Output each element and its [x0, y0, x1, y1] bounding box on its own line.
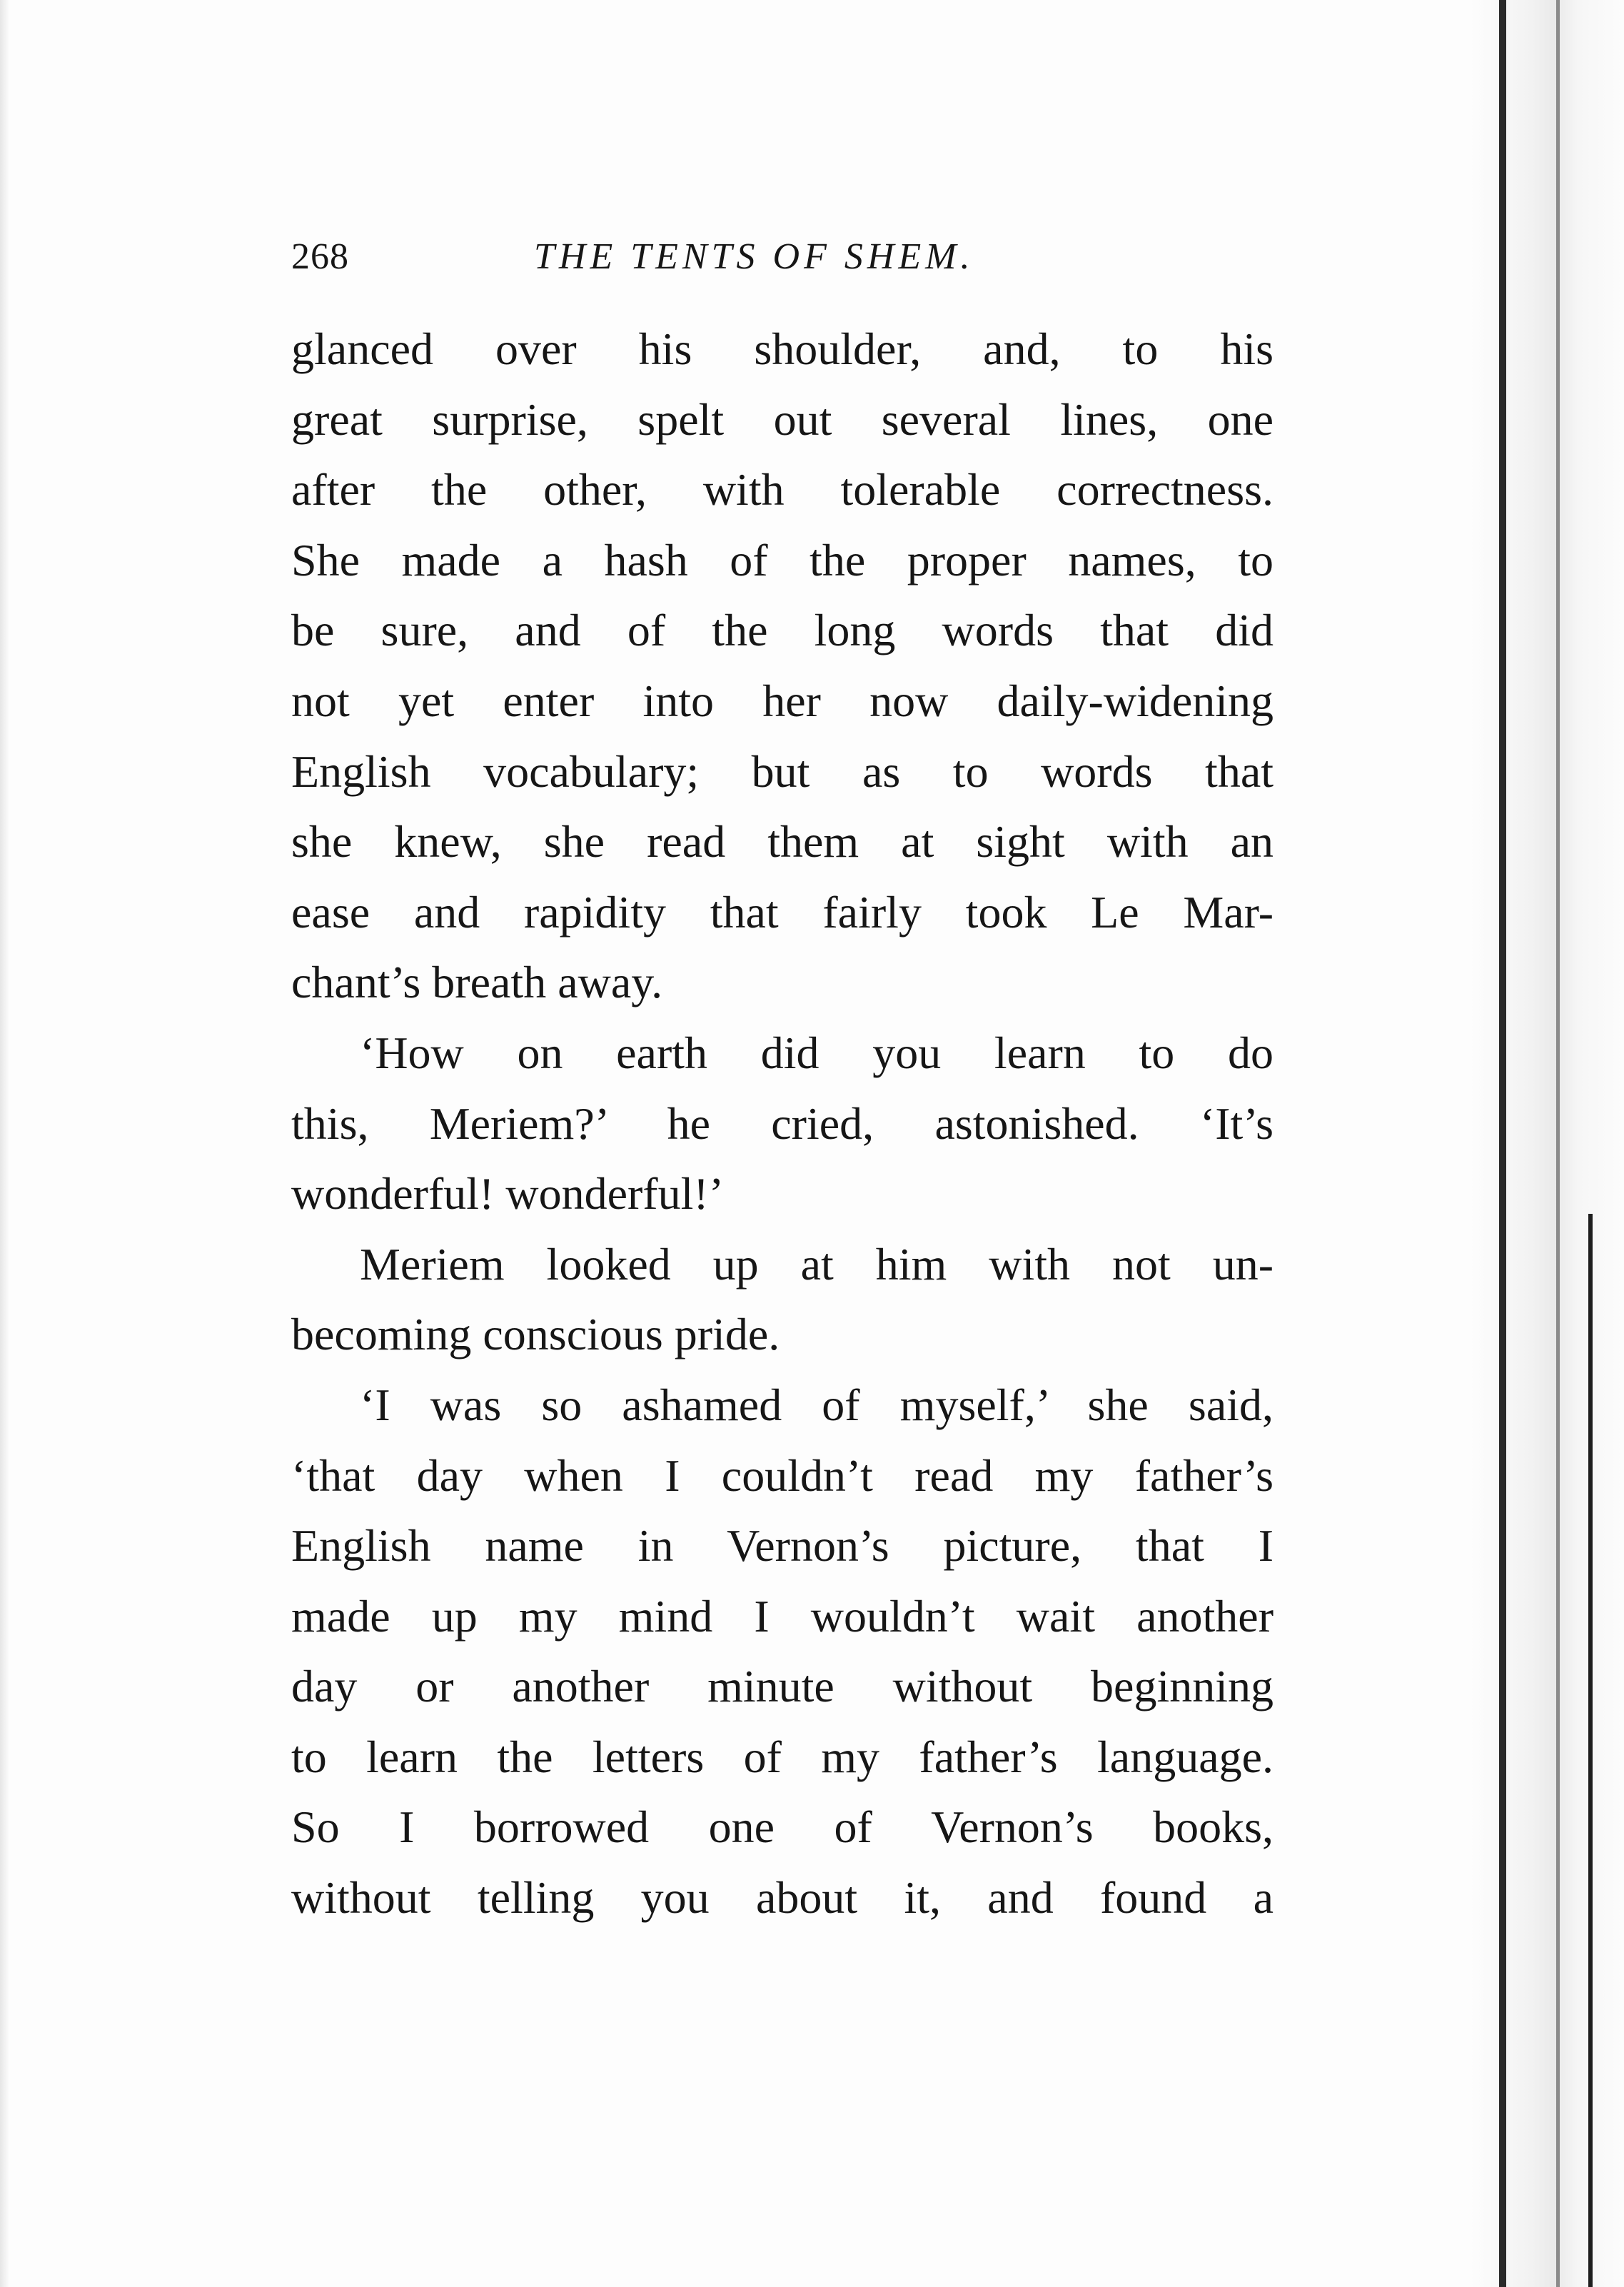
page-left-edge [0, 0, 9, 2287]
text-line: ease and rapidity that fairly took Le Mar- [291, 886, 1274, 938]
body-text [291, 314, 1274, 1934]
text-line: English vocabulary; but as to words that [291, 745, 1274, 797]
text-line: after the other, with tolerable correctness. [291, 464, 1274, 516]
text-line: Meriem looked up at him with not un- [360, 1238, 1274, 1290]
page-number: 268 [291, 236, 349, 277]
text-line: glanced over his shoulder, and, to his [291, 323, 1274, 374]
text-line: ‘How on earth did you learn to do [360, 1027, 1274, 1078]
text-line: ‘that day when I couldn’t read my father’s [291, 1449, 1274, 1501]
text-line: she knew, she read them at sight with an [291, 816, 1274, 868]
text-line: without telling you about it, and found a [291, 1872, 1274, 1924]
text-line: day or another minute without beginning [291, 1661, 1274, 1712]
text-line: ‘I was so ashamed of myself,’ she said, [360, 1379, 1274, 1430]
text-line: English name in Vernon’s picture, that I [291, 1520, 1274, 1572]
text-line: made up my mind I wouldn’t wait another [291, 1590, 1274, 1642]
text-line: She made a hash of the proper names, to [291, 534, 1274, 585]
text-line: chant’s breath away. [291, 957, 663, 1008]
text-line: becoming conscious pride. [291, 1309, 780, 1360]
text-line: wonderful! wonderful!’ [291, 1168, 724, 1220]
running-title: THE TENTS OF SHEM. [534, 236, 974, 277]
text-line: not yet enter into her now daily-widening [291, 675, 1274, 726]
binding-line [1588, 1214, 1593, 2287]
text-line: this, Meriem?’ he cried, astonished. ‘It’s [291, 1097, 1274, 1149]
binding-line [1499, 0, 1506, 2287]
running-head [291, 228, 1276, 286]
text-line: great surprise, spelt out several lines, one [291, 393, 1274, 445]
binding-line [1556, 0, 1560, 2287]
text-line: So I borrowed one of Vernon’s books, [291, 1801, 1274, 1853]
text-line: be sure, and of the long words that did [291, 605, 1274, 656]
book-binding-edge [1471, 0, 1624, 2287]
text-line: to learn the letters of my father’s language. [291, 1731, 1274, 1782]
